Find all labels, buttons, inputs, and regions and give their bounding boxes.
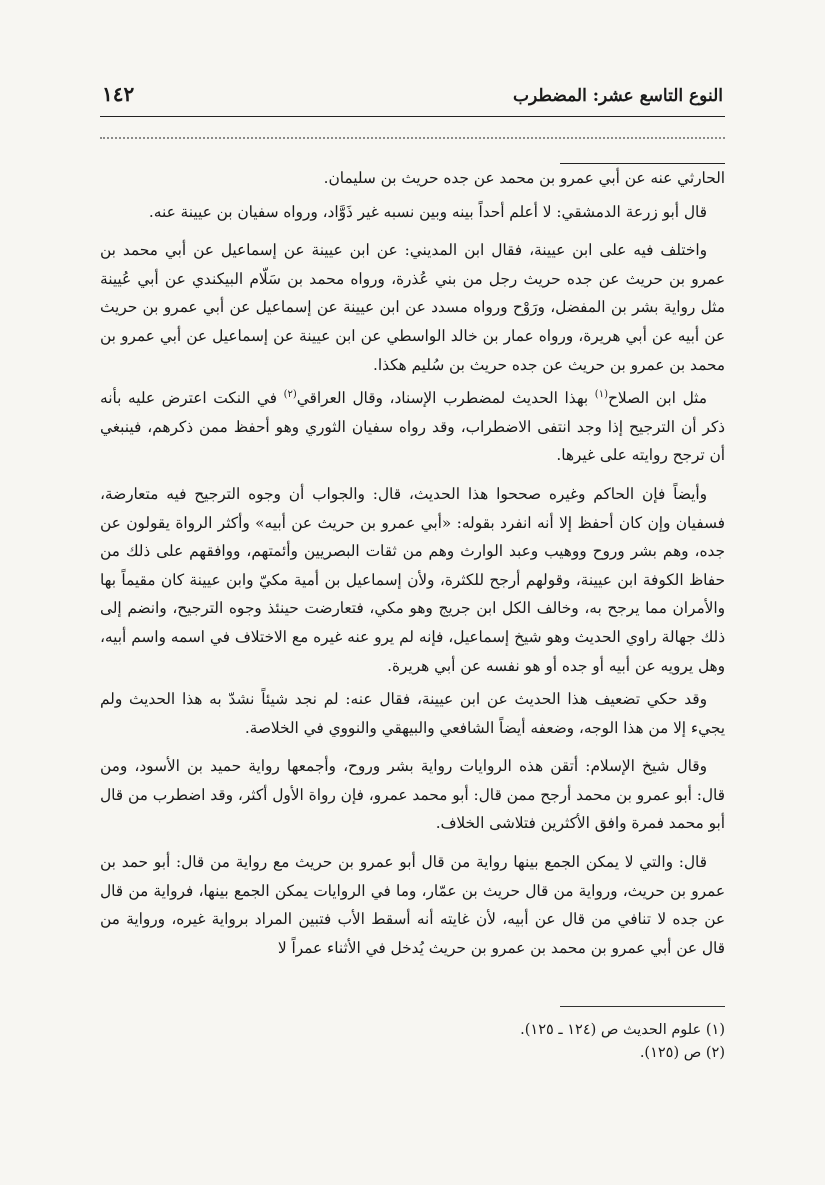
paragraph-part: بهذا الحديث لمضطرب الإسناد، وقال العراقي <box>296 389 589 408</box>
page-header <box>100 82 725 117</box>
main-text <box>100 164 725 962</box>
footnote-rule <box>560 1006 725 1007</box>
paragraph: قال: والتي لا يمكن الجمع بينها رواية من قال أبو عمرو بن حريث مع رواية من قال: أبو حمد بن عمرو بن حريث، ورواية من قال حريث بن عمّار، وما في الروايات يمكن الجمع بينها، فرواية من قال عن جده لا تنافي من قال عن أبيه، لأن غايته أنه أسقط الأب فتبين المراد برواية غيره، ورواية من قال عن أبي عمرو بن محمد بن عمرو بن حريث يُدخل في الأثناء عمراً لا <box>100 853 725 957</box>
paragraph: وقد حكي تضعيف هذا الحديث عن ابن عيينة، فقال عنه: لم نجد شيئاً نشدّ به هذا الحديث ولم يجيء إلا من هذا الوجه، وضعفه أيضاً الشافعي والبيهقي والنووي في الخلاصة. <box>100 690 725 737</box>
paragraph: الحارثي عنه عن أبي عمرو بن محمد عن جده حريث بن سليمان. <box>323 169 725 187</box>
paragraph-part: مثل ابن الصلاح <box>607 389 707 408</box>
paragraph-part: في النكت اعترض عليه بأنه ذكر أن الترجيح إذا وجد انتفى الاضطراب، وقد رواه سفيان الثوري وهو أحفظ ممن ذكرهم، فينبغي أن ترجح روايته على غيرها. <box>100 389 725 465</box>
dotted-separator <box>100 129 725 139</box>
paragraph: وأيضاً فإن الحاكم وغيره صححوا هذا الحديث، قال: والجواب أن وجوه الترجيح فيه متعارضة، فسفيان وإن كان أحفظ إلا أنه انفرد بقوله: «أبي عمرو بن حريث عن أبيه» وأكثر الرواة يقولون عن جده، وهم بشر وروح ووهيب وعبد الوارث وهم من ثقات البصريين وأئمتهم، ووافقهم على ذلك من حفاظ الكوفة ابن عيينة، وقولهم أرجح للكثرة، ولأن إسماعيل بن أمية مكيّ وابن عيينة كان مقيماً بها والأمران مما يرجح به، وخالف الكل ابن جريج وهو مكي، فتعارضت حينئذ وجوه الترجيح، وانضم إلى ذلك جهالة راوي الحديث وهو شيخ إسماعيل، فإنه لم يرو عنه غيره مع الاختلاف في اسمه واسم أبيه، وهل يرويه عن أبيه أو جده أو هو نفسه عن أبي هريرة. <box>100 484 725 675</box>
footnote: (١) علوم الحديث ص (١٢٤ ـ ١٢٥). <box>520 1022 725 1039</box>
paragraph <box>100 384 725 470</box>
paragraph: واختلف فيه على ابن عيينة، فقال ابن المديني: عن ابن عيينة عن إسماعيل عن أبي محمد بن عمرو بن حريث عن جده حريث رجل من بني عُذرة، ورواه محمد بن سَلّام البيكندي عن أبي عُيينة مثل رواية بشر بن المفضل، ورَوْح ورواه مسدد عن ابن عيينة عن إسماعيل عن أبي عمرو بن حريث عن أبيه عن أبي هريرة، ورواه عمار بن خالد الواسطي عن ابن عيينة عن إسماعيل عن أبي عمرو بن محمد بن عمرو بن حريث عن جده حريث بن سُليم هكذا. <box>100 241 725 374</box>
footnote-marker: (٢) <box>283 389 297 401</box>
running-title: النوع التاسع عشر: المضطرب <box>513 86 723 106</box>
paragraph: قال أبو زرعة الدمشقي: لا أعلم أحداً بينه وبين نسبه غير ذَوَّاد، ورواه سفيان بن عيينة عنه. <box>148 202 707 221</box>
paragraph: وقال شيخ الإسلام: أتقن هذه الروايات رواية بشر وروح، وأجمعها رواية حميد بن الأسود، ومن قال: أبو عمرو بن محمد أرجح ممن قال: أبو محمد عمرو، فإن رواة الأول أكثر، وقد اضطرب من قال أبو محمد فمرة وافق الأكثرين فتلاشى الخلاف. <box>100 757 725 833</box>
footnote: (٢) ص (١٢٥). <box>639 1045 725 1062</box>
footnote-marker: (١) <box>594 389 608 401</box>
page-number: ١٤٢ <box>102 82 135 106</box>
footnotes <box>100 1019 725 1065</box>
book-page <box>100 82 725 1065</box>
